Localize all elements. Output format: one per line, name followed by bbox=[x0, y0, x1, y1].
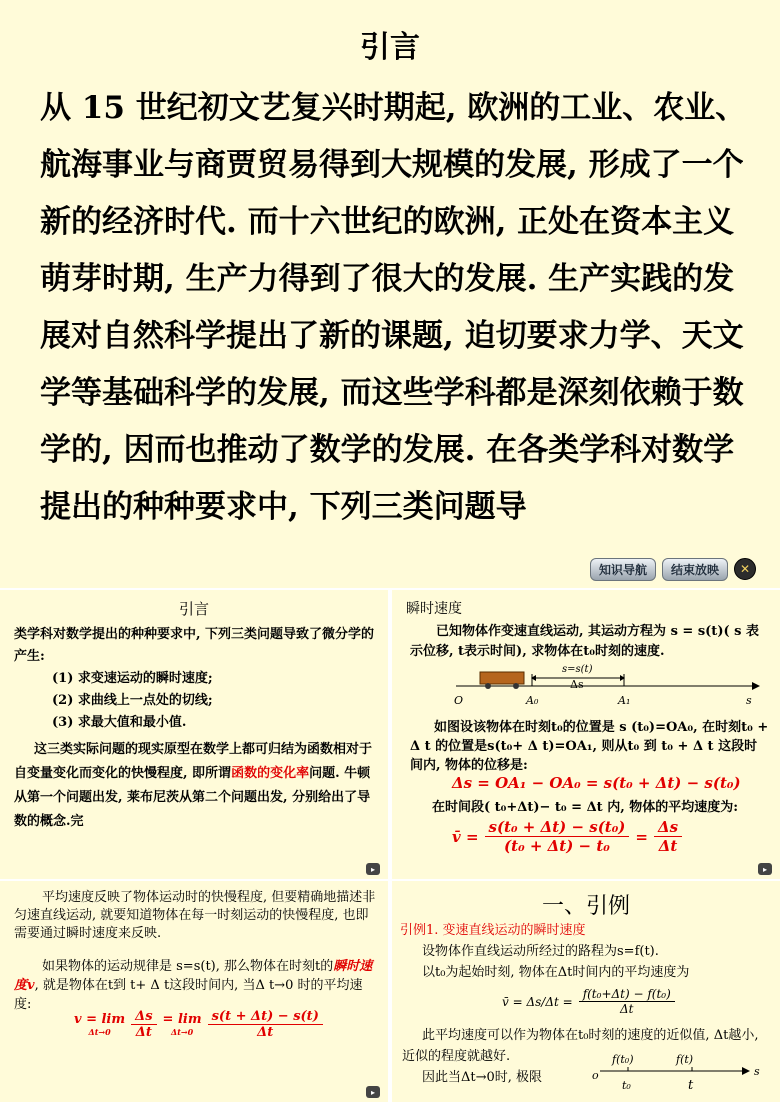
numerator: Δs bbox=[654, 818, 682, 837]
axis-ft0: f(t₀) bbox=[612, 1053, 634, 1066]
formula-lhs: v̄ = bbox=[452, 827, 479, 846]
fraction bbox=[485, 818, 630, 855]
paragraph-text: 如果物体的运动规律是 s=s(t), 那么物体在时刻t的 bbox=[42, 959, 334, 974]
page-icon: ▸ bbox=[366, 863, 380, 875]
list-item: (2) 求曲线上一点处的切线; bbox=[52, 693, 213, 708]
formula-lhs: v̄ = Δs/Δt = bbox=[502, 994, 573, 1009]
denominator: (t₀ + Δt) − t₀ bbox=[504, 837, 610, 855]
fraction bbox=[131, 1009, 156, 1040]
limit-formula bbox=[74, 1009, 329, 1040]
intro-paragraph: 从 15 世纪初文艺复兴时期起, 欧洲的工业、农业、航海事业与商贾贸易得到大规模的发展, 形成了一个新的经济时代. 而十六世纪的欧洲, 正处在资本主义萌芽时期, 生产力得到了很大的发展. 生产实践的发展对自然科学提出了新的课题, 迫切要求力学、天文学等基础科学的发展, 而这些学科都是深刻依赖于数学的, 因而也推动了数学的发展. 在各类学科对数学提出的种种要求中, 下列三类问题导 bbox=[40, 90, 747, 525]
slide-title: 瞬时速度 bbox=[406, 601, 462, 617]
slide-instant-velocity bbox=[392, 590, 780, 879]
fraction bbox=[208, 1009, 323, 1040]
list-item: (3) 求最大值和最小值. bbox=[52, 715, 187, 730]
slide-instant-velocity-limit bbox=[0, 881, 388, 1102]
average-velocity-formula bbox=[502, 987, 681, 1016]
knowledge-nav-button[interactable]: 知识导航 bbox=[590, 558, 656, 581]
average-velocity-formula bbox=[452, 818, 688, 855]
numerator: Δs bbox=[131, 1009, 156, 1025]
paragraph-line: 此平均速度可以作为物体在t₀时刻的速度的近似值, Δt越小, 近似的程度就越好. bbox=[402, 1028, 759, 1064]
delta-label: Δs bbox=[570, 678, 584, 691]
axis-t0: t₀ bbox=[622, 1079, 631, 1092]
numerator: s(t₀ + Δt) − s(t₀) bbox=[485, 818, 630, 837]
slide-title: 引言 bbox=[178, 600, 209, 618]
highlight-text: 函数的变化率 bbox=[231, 766, 310, 781]
limit-text: v = lim bbox=[74, 1012, 126, 1027]
motion-diagram bbox=[452, 660, 772, 710]
displacement-formula: Δs = OA₁ − OA₀ = s(t₀ + Δt) − s(t₀) bbox=[452, 774, 741, 792]
numerator: f(t₀+Δt) − f(t₀) bbox=[579, 987, 675, 1002]
limit-op bbox=[74, 1012, 125, 1037]
axis-ft: f(t) bbox=[676, 1053, 694, 1066]
a1-label: A₁ bbox=[618, 694, 631, 707]
paragraph: 已知物体作变速直线运动, 其运动方程为 s = s(t)( s 表示位移, t表示时间), 求物体在t₀时刻的速度. bbox=[410, 624, 759, 659]
slide-example bbox=[392, 881, 780, 1102]
numerator: s(t + Δt) − s(t) bbox=[208, 1009, 323, 1025]
paragraph-text: 这三类实际问题的现实原型在数学上都可归结为函数相对于自变量变化而变化的快慢程度, 即所谓 bbox=[14, 742, 373, 781]
explanation-paragraph bbox=[14, 738, 376, 834]
page-icon: ▸ bbox=[758, 863, 772, 875]
limit-text: = lim bbox=[162, 1012, 202, 1027]
paragraph bbox=[14, 957, 378, 1014]
paragraph: 平均速度反映了物体运动时的快慢程度, 但要精确地描述非匀速直线运动, 就要知道物体在每一时刻运动的快慢程度, 也即需要通过瞬时速度来反映. bbox=[14, 890, 376, 941]
slide-body bbox=[14, 624, 376, 834]
close-icon[interactable]: ✕ bbox=[734, 558, 756, 580]
paragraph: 在时间段( t₀+Δt)− t₀ = Δt 内, 物体的平均速度为: bbox=[432, 800, 739, 815]
slide-title: 引言 bbox=[360, 30, 420, 65]
denominator: Δt bbox=[619, 1002, 634, 1016]
paragraph-line: 因此当Δt→0时, 极限 bbox=[422, 1070, 543, 1085]
a0-label: A₀ bbox=[526, 694, 539, 707]
curve-label: s=s(t) bbox=[562, 664, 593, 675]
paragraph-text: 问题. 牛顿从第一个问题出发, 莱布尼茨从第二个问题出发, 分别给出了导数的概念.完 bbox=[14, 766, 371, 829]
paragraph-line: 以t₀为起始时刻, 物体在Δt时间内的平均速度为 bbox=[422, 965, 690, 980]
paragraph bbox=[422, 941, 772, 983]
denominator: Δt bbox=[257, 1025, 274, 1040]
fraction bbox=[654, 818, 682, 855]
page-icon: ▸ bbox=[366, 1086, 380, 1098]
limit-op bbox=[163, 1012, 202, 1037]
paragraph-text: , 就是物体在t到 t+ Δ t这段时间内, 当Δ t→0 时的平均速度: bbox=[14, 978, 363, 1012]
s-label: s bbox=[746, 694, 752, 707]
intro-text: 类学科对数学提出的种种要求中, 下列三类问题导致了微分学的产生: bbox=[14, 627, 375, 664]
list-item: (1) 求变速运动的瞬时速度; bbox=[52, 671, 213, 686]
paragraph-line: 设物体作直线运动所经过的路程为s=f(t). bbox=[422, 944, 659, 959]
paragraph: 如图设该物体在时刻t₀的位置是 s (t₀)=OA₀, 在时刻t₀ + Δ t 的位置是s(t₀+ Δ t)=OA₁, 则从t₀ 到 t₀ + Δ t 这段时间内, 物体的位移是: bbox=[410, 720, 769, 773]
denominator: Δt bbox=[658, 837, 678, 855]
limit-sub: Δt→0 bbox=[170, 1027, 194, 1037]
denominator: Δt bbox=[135, 1025, 152, 1040]
axis-t: t bbox=[688, 1078, 694, 1093]
slide-subtitle: 引例1. 变速直线运动的瞬时速度 bbox=[400, 923, 586, 938]
axis-diagram bbox=[592, 1049, 772, 1101]
end-show-button[interactable]: 结束放映 bbox=[662, 558, 728, 581]
limit-sub: Δt→0 bbox=[88, 1027, 111, 1037]
axis-origin: o bbox=[592, 1069, 599, 1082]
highlight-text: 瞬时速度v bbox=[14, 959, 373, 993]
axis-s: s bbox=[754, 1065, 760, 1078]
origin-label: O bbox=[454, 694, 464, 707]
slide-toolbar bbox=[590, 556, 756, 582]
slide-intro-problems bbox=[0, 590, 388, 879]
equals-sign: = bbox=[635, 827, 648, 846]
slide-title: 一、引例 bbox=[541, 894, 630, 919]
fraction bbox=[579, 987, 675, 1016]
